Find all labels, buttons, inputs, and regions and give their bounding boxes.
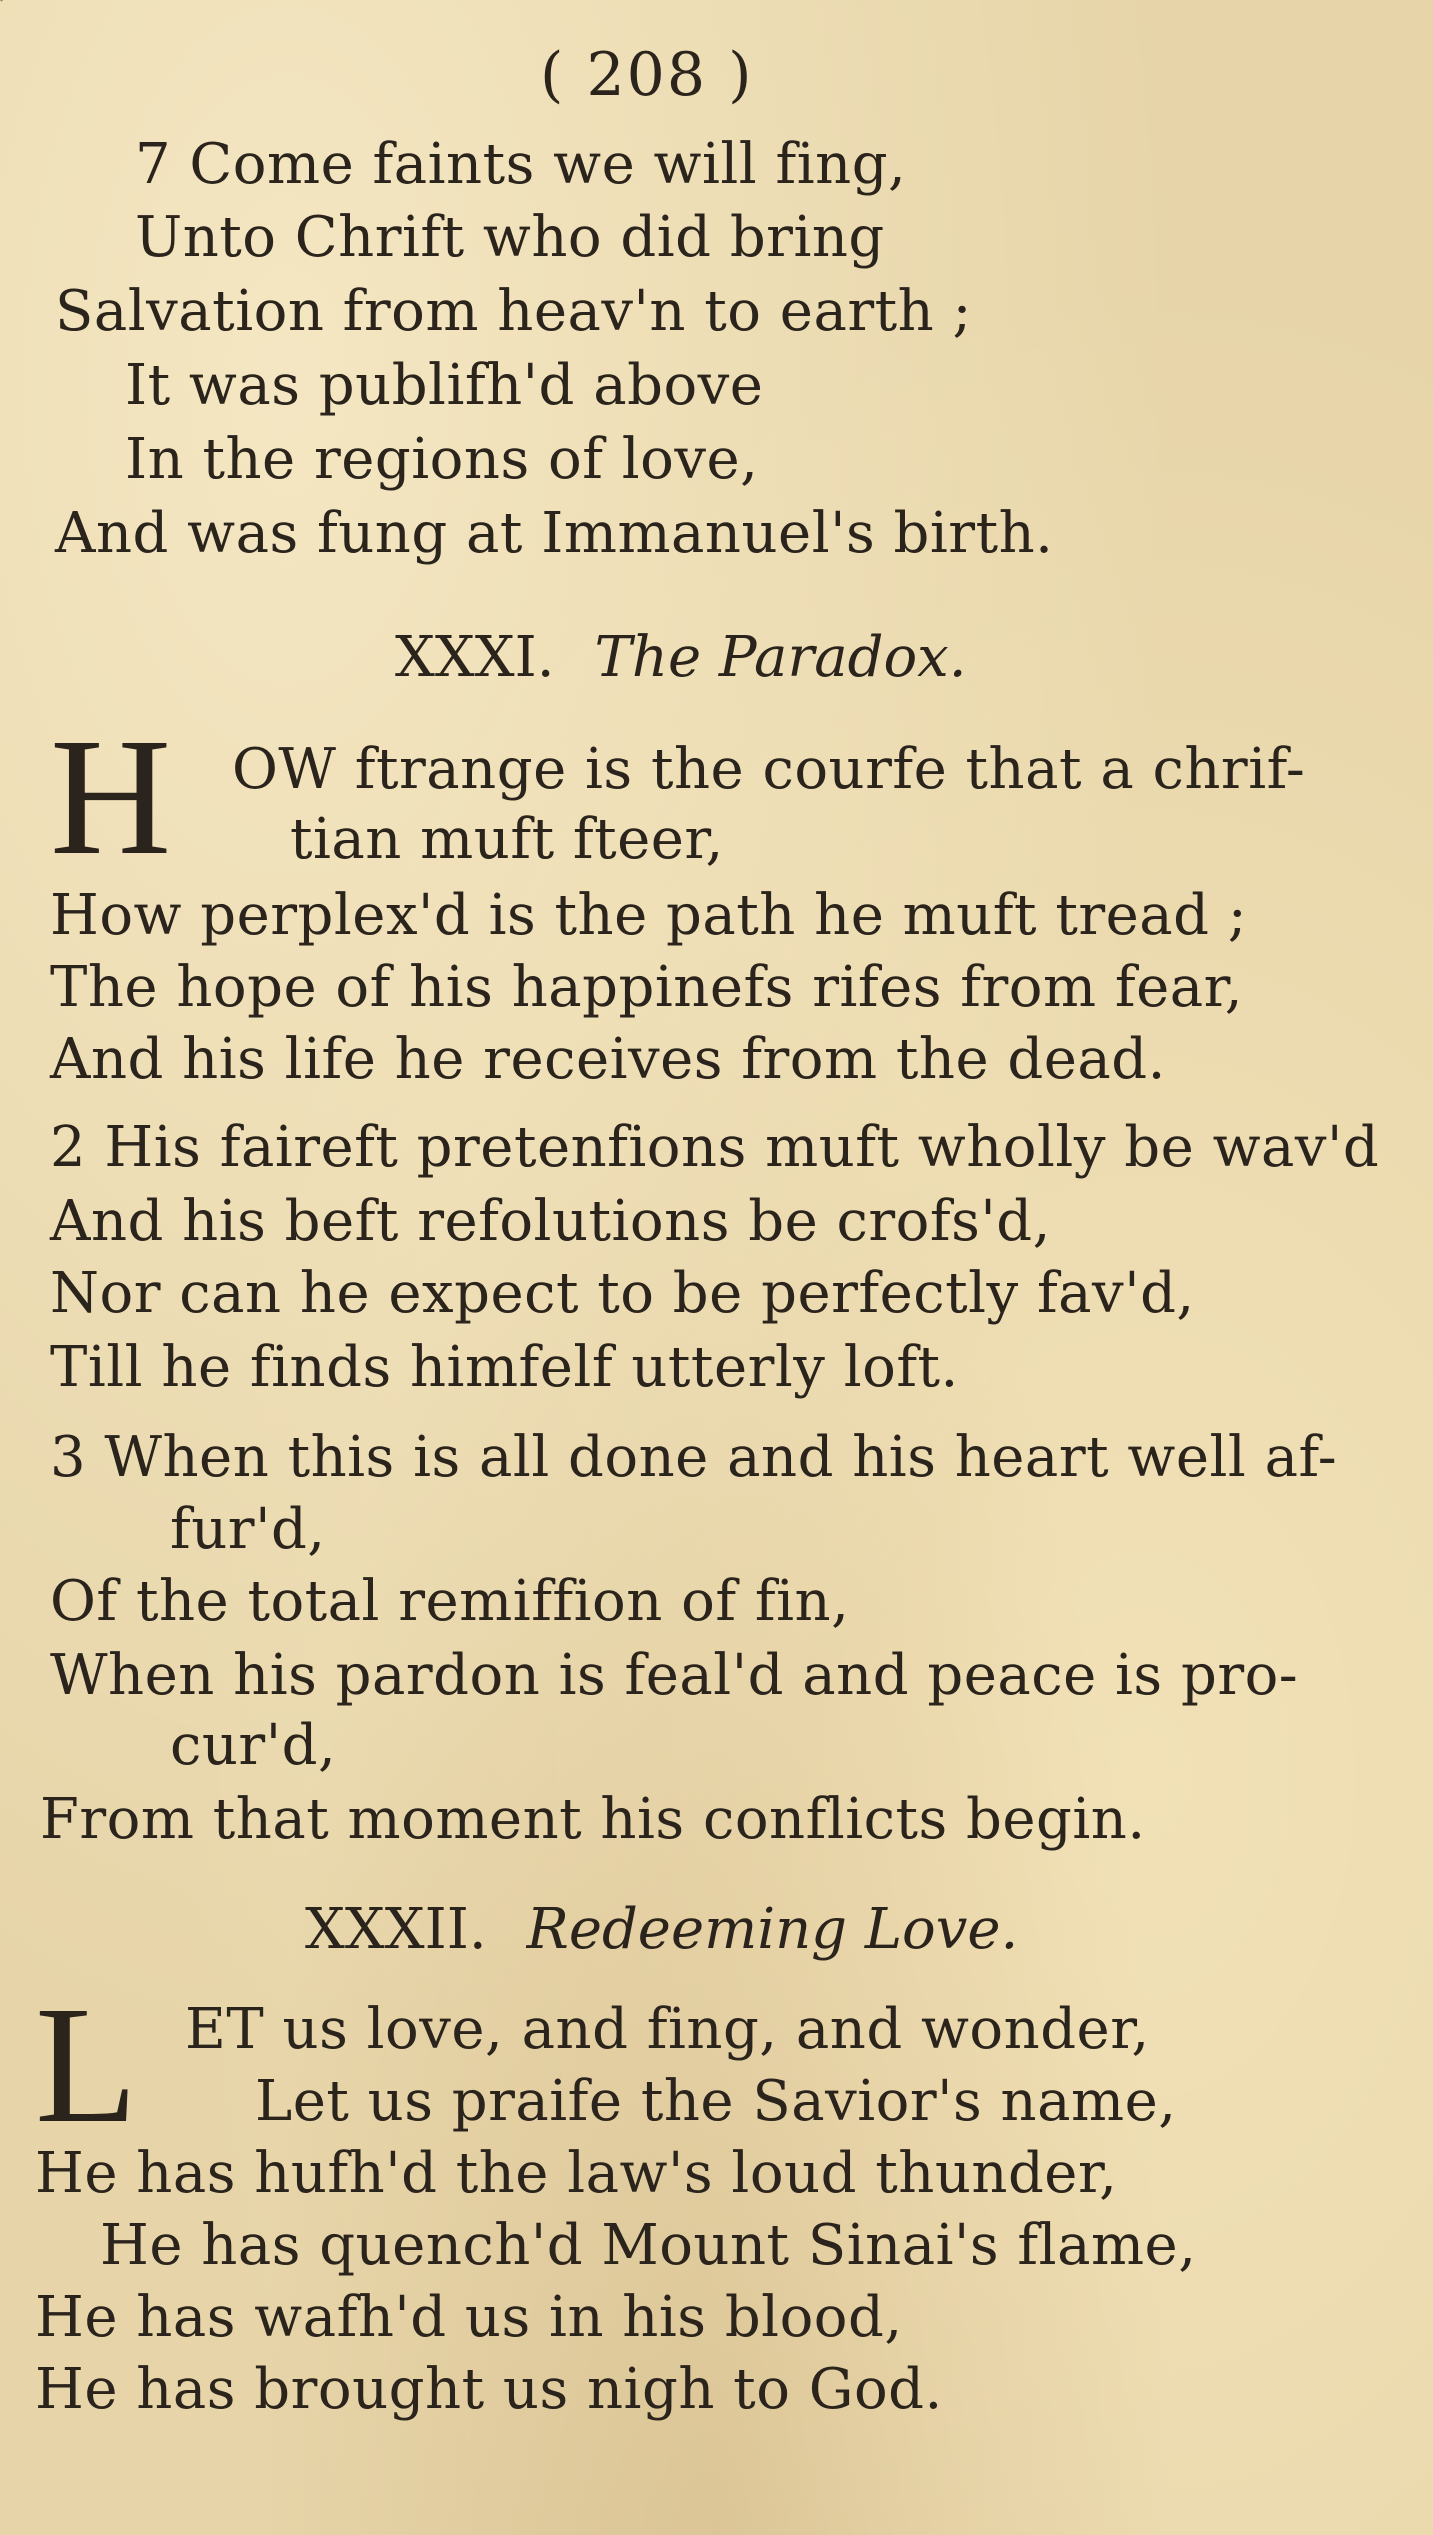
hymn31-line-1: OW ftrange is the courfe that a chrif- — [232, 737, 1306, 802]
hymn32-line-2: Let us praife the Savior's name, — [255, 2069, 1177, 2134]
hymn31-dropcap: H — [50, 704, 172, 890]
hymn31-heading — [395, 625, 967, 690]
hymn31-line-14: cur'd, — [170, 1713, 337, 1778]
hymn32-dropcap: L — [35, 1972, 138, 2158]
hymn31-title: The Paradox. — [594, 625, 967, 690]
hymn31-line-15: From that moment his conflicts begin. — [40, 1787, 1146, 1852]
stanza7-line-2: Unto Chrift who did bring — [135, 205, 885, 270]
hymn32-line-3: He has hufh'd the law's loud thunder, — [35, 2141, 1118, 2206]
hymn32-line-6: He has brought us nigh to God. — [35, 2357, 943, 2422]
stanza7-line-1: 7 Come faints we will fing, — [135, 132, 907, 197]
hymn31-line-11: fur'd, — [170, 1497, 326, 1562]
page-number: ( 208 ) — [540, 40, 754, 110]
hymn32-line-4: He has quench'd Mount Sinai's flame, — [100, 2213, 1197, 2278]
corner-mark — [0, 0, 51, 26]
stanza7-line-4: It was publifh'd above — [125, 353, 764, 418]
stanza7-line-6: And was fung at Immanuel's birth. — [55, 501, 1054, 566]
hymn32-title: Redeeming Love. — [526, 1897, 1019, 1962]
stanza7-line-3: Salvation from heav'n to earth ; — [55, 279, 972, 344]
hymn31-line-5: And his life he receives from the dead. — [50, 1027, 1166, 1092]
hymn31-line-12: Of the total remiffion of fin, — [50, 1569, 850, 1634]
hymn31-line-8: Nor can he expect to be perfectly fav'd, — [50, 1261, 1195, 1326]
hymn31-number: XXXI. — [395, 625, 555, 690]
hymn32-heading — [305, 1897, 1019, 1962]
hymn32-line-1: ET us love, and fing, and wonder, — [185, 1997, 1150, 2062]
stanza7-line-5: In the regions of love, — [125, 427, 759, 492]
hymn31-line-7: And his beft refolutions be crofs'd, — [50, 1189, 1051, 1254]
hymn32-number: XXXII. — [305, 1897, 487, 1962]
hymn31-line-9: Till he finds himfelf utterly loft. — [50, 1335, 959, 1400]
hymn31-line-3: How perplex'd is the path he muft tread ; — [50, 883, 1248, 948]
hymn32-line-5: He has wafh'd us in his blood, — [35, 2285, 903, 2350]
hymn31-line-10: 3 When this is all done and his heart well af- — [50, 1425, 1338, 1490]
hymn31-line-6: 2 His faireft pretenfions muft wholly be wav'd — [50, 1115, 1380, 1180]
hymn31-line-2: tian muft fteer, — [290, 807, 724, 872]
hymn31-line-13: When his pardon is feal'd and peace is pro- — [50, 1643, 1299, 1708]
hymn31-line-4: The hope of his happinefs rifes from fear, — [50, 955, 1244, 1020]
